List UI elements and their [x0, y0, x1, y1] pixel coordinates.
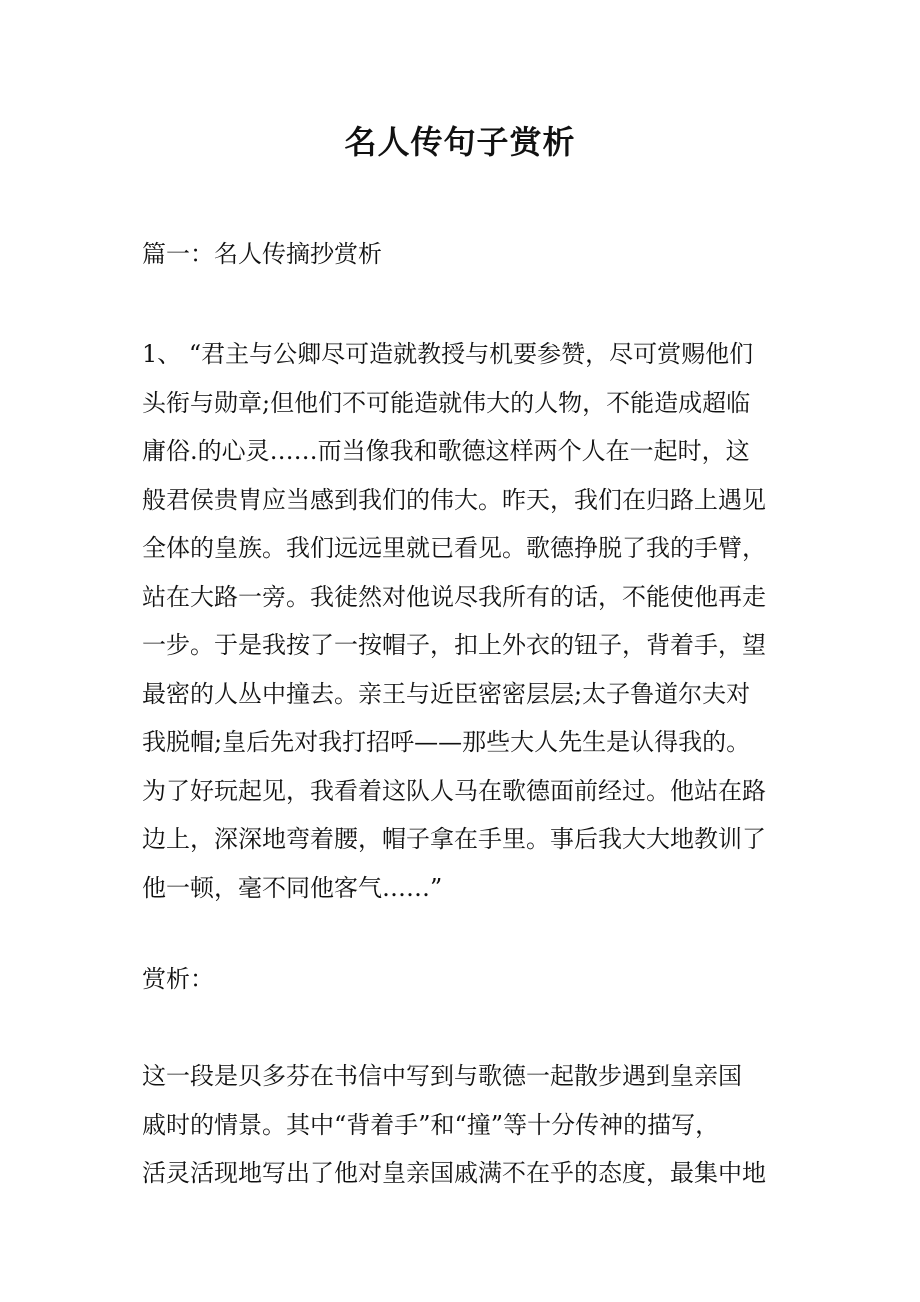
analysis-line: 戚时的情景。其中“背着手”和“撞”等十分传神的描写， [142, 1110, 720, 1139]
quote-line: 1、 “君主与公卿尽可造就教授与机要参赞，尽可赏赐他们 [142, 340, 754, 368]
analysis-line: 活灵活现地写出了他对皇亲国戚满不在乎的态度，最集中地 [142, 1159, 766, 1187]
quote-paragraph [142, 330, 792, 912]
quote-line: 边上，深深地弯着腰，帽子拿在手里。事后我大大地教训了 [142, 825, 766, 853]
quote-line: 一步。于是我按了一按帽子，扣上外衣的钮子，背着手，望 [142, 631, 766, 659]
quote-line: 站在大路一旁。我徒然对他说尽我所有的话，不能使他再走 [142, 582, 766, 611]
quote-line: 为了好玩起见，我看着这队人马在歌德面前经过。他站在路 [142, 776, 766, 805]
quote-line: 最密的人丛中撞去。亲王与近臣密密层层;太子鲁道尔夫对 [142, 679, 751, 708]
analysis-line: 这一段是贝多芬在书信中写到与歌德一起散步遇到皇亲国 [142, 1062, 742, 1090]
section-heading: 篇一：名人传摘抄赏析 [142, 240, 382, 268]
quote-line: 全体的皇族。我们远远里就已看见。歌德挣脱了我的手臂， [142, 534, 766, 562]
quote-line: 般君侯贵胄应当感到我们的伟大。昨天，我们在归路上遇见 [142, 485, 766, 514]
document-title: 名人传句子赏析 [344, 123, 576, 161]
quote-line: 庸俗.的心灵……而当像我和歌德这样两个人在一起时，这 [142, 437, 750, 465]
analysis-label: 赏析： [142, 965, 214, 993]
quote-line: 他一顿，毫不同他客气……” [142, 873, 443, 902]
quote-line: 我脱帽;皇后先对我打招呼——那些大人先生是认得我的。 [142, 728, 751, 756]
quote-line: 头衔与勋章;但他们不可能造就伟大的人物，不能造成超临 [142, 388, 751, 417]
analysis-paragraph [142, 1052, 792, 1198]
